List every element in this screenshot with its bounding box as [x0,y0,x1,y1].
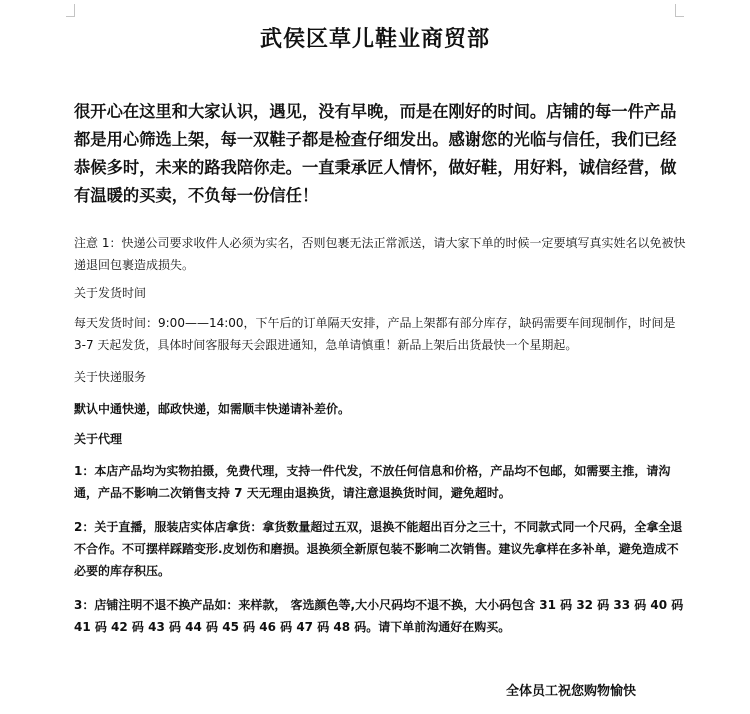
shipping-text: 每天发货时间：9:00——14:00，下午后的订单隔天安排，产品上架都有部分库存，缺码需要车间现制作，时间是 3-7 天起发货，具体时间客服每天会跟进通知，急单请慎重！新品上架后出货最快一个星期起。 [74,316,676,352]
shipping-heading: 关于发货时间 [74,286,147,300]
page-corner-mark-right [675,4,684,17]
intro-paragraph: 很开心在这里和大家认识，遇见，没有早晚，而是在刚好的时间。店铺的每一件产品都是用心筛选上架，每一双鞋子都是检查仔细发出。感谢您的光临与信任，我们已经恭候多时，未来的路我陪你走。一直秉承匠人情怀，做好鞋，用好料，诚信经营，做有温暖的买卖，不负每一份信任！ [74,102,677,205]
agent-item-1: 1：本店产品均为实物拍摄，免费代理，支持一件代发，不放任何信息和价格，产品均不包邮，如需要主推，请沟通，产品不影响二次销售支持 7 天无理由退换货，请注意退换货时间，避免超时。 [74,464,671,500]
note-1: 注意 1：快递公司要求收件人必须为实名，否则包裹无法正常派送，请大家下单的时候一定要填写真实姓名以免被快递退回包裹造成损失。 [74,236,686,272]
footer-greeting: 全体员工祝您购物愉快 [506,684,637,699]
agent-item-3: 3：店铺注明不退不换产品如：来样款， 客选颜色等,大小尺码均不退不换，大小码包含 31 码 32 码 33 码 40 码 41 码 42 码 43 码 44 码 45 码 46 码 47 码 48 码。请下单前沟通好在购买。 [74,598,684,634]
agent-item-2: 2：关于直播，服装店实体店拿货：拿货数量超过五双，退换不能超出百分之三十，不同款式同一个尺码，全拿全退不合作。不可摆样踩踏变形.皮划伤和磨损。退换须全新原包装不影响二次销售。建议先拿样在多补单，避免造成不必要的库存积压。 [74,520,683,578]
courier-heading: 关于快递服务 [74,370,147,384]
courier-text: 默认中通快递，邮政快递，如需顺丰快递请补差价。 [74,402,351,416]
page-corner-mark-left [66,4,75,17]
document-title: 武侯区草儿鞋业商贸部 [259,27,490,52]
agent-heading: 关于代理 [74,432,123,446]
